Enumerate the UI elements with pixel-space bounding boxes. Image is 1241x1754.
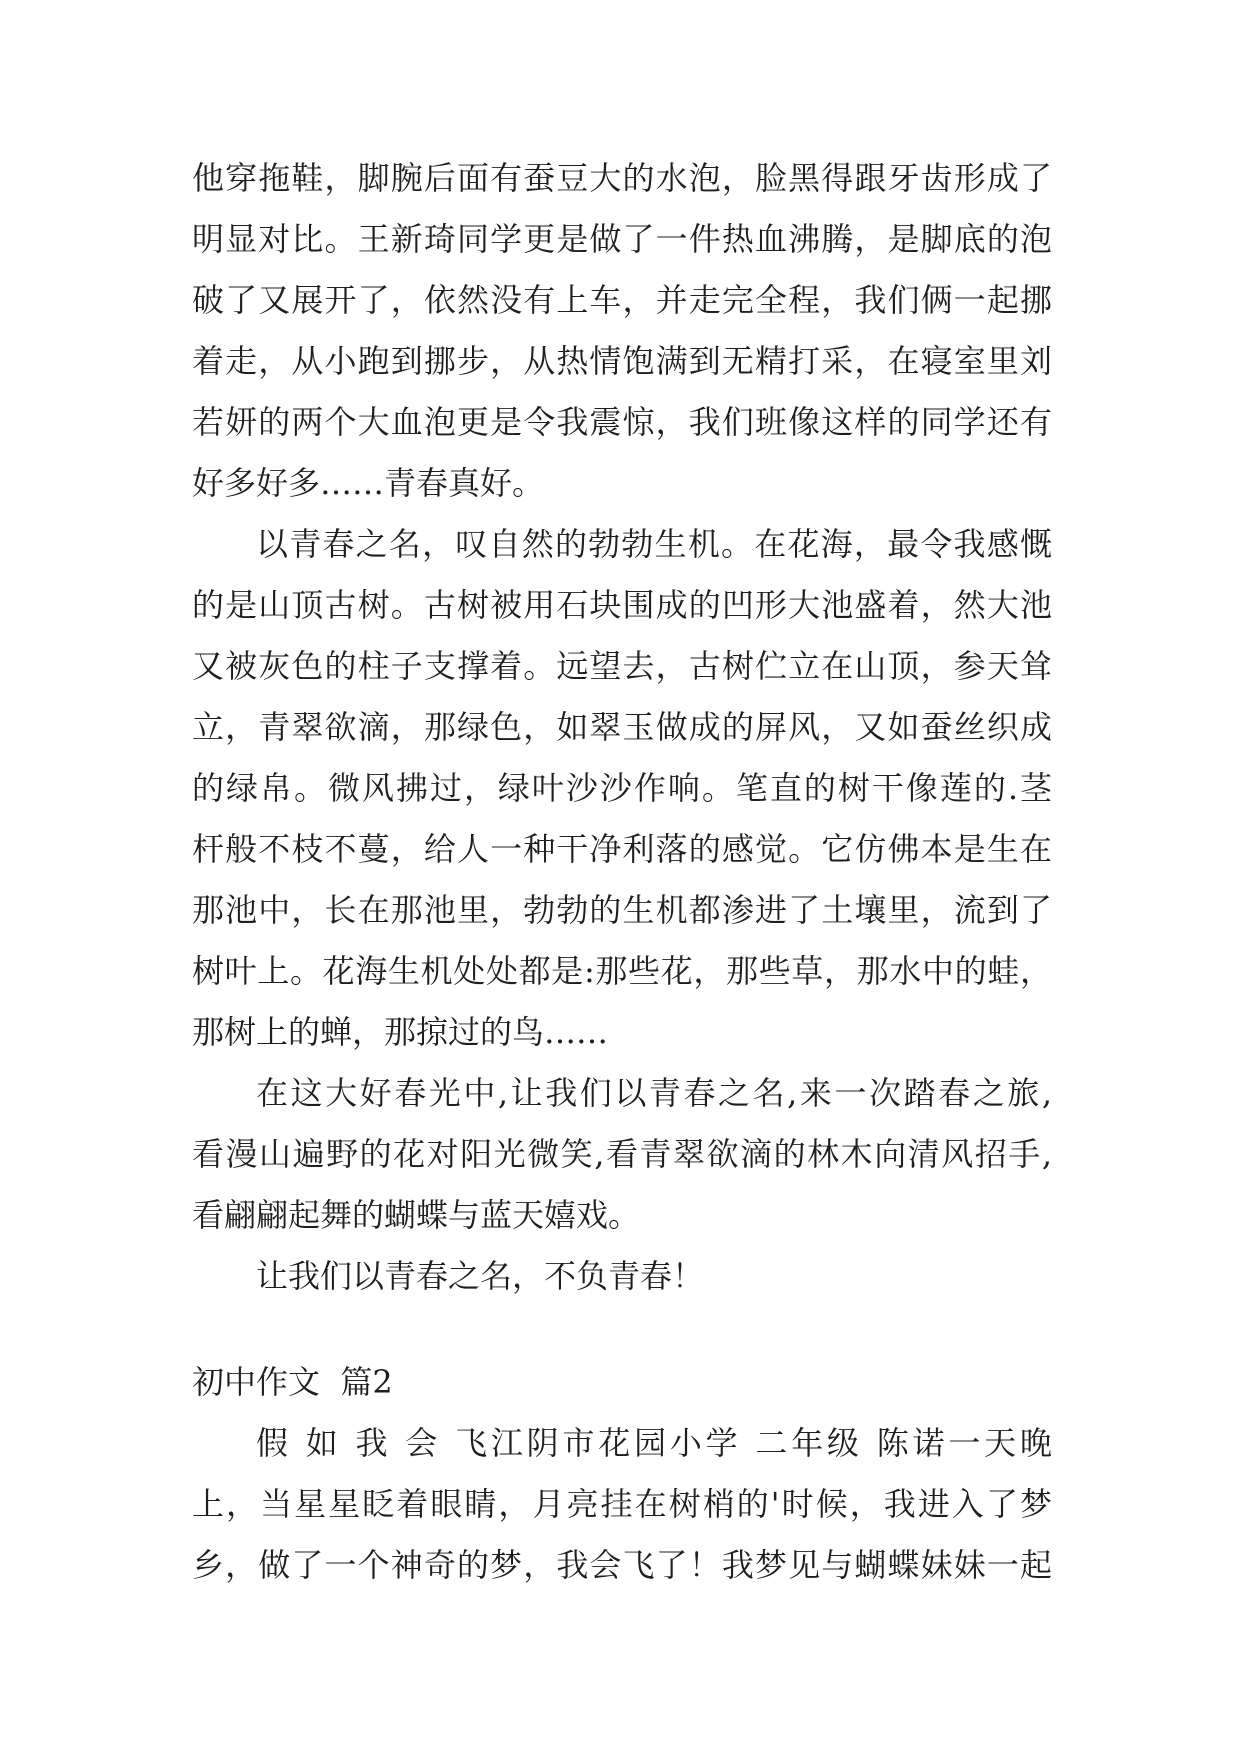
paragraph-2-line-4: 立，青翠欲滴，那绿色，如翠玉做成的屏风，又如蚕丝织成	[192, 708, 1052, 746]
paragraph-1-line-2: 明显对比。王新琦同学更是做了一件热血沸腾，是脚底的泡	[192, 220, 1052, 258]
paragraph-1-line-4: 着走，从小跑到挪步，从热情饱满到无精打采，在寝室里刘	[192, 342, 1052, 380]
paragraph-2-line-2: 的是山顶古树。古树被用石块围成的凹形大池盛着，然大池	[192, 586, 1052, 624]
paragraph-3-line-1: 在这大好春光中,让我们以青春之名,来一次踏春之旅,	[256, 1074, 1052, 1112]
paragraph-5-line-3: 乡，做了一个神奇的梦，我会飞了！我梦见与蝴蝶妹妹一起	[192, 1546, 1052, 1584]
paragraph-2-line-7: 那池中，长在那池里，勃勃的生机都渗进了土壤里，流到了	[192, 891, 1052, 929]
paragraph-5-line-2: 上，当星星眨着眼睛，月亮挂在树梢的'时候，我进入了梦	[192, 1485, 1052, 1523]
paragraph-1-line-5: 若妍的两个大血泡更是令我震惊，我们班像这样的同学还有	[192, 403, 1052, 441]
paragraph-3-line-3: 看翩翩起舞的蝴蝶与蓝天嬉戏。	[192, 1196, 641, 1234]
paragraph-3-line-2: 看漫山遍野的花对阳光微笑,看青翠欲滴的林木向清风招手,	[192, 1135, 1052, 1173]
paragraph-2-line-6: 杆般不枝不蔓，给人一种干净利落的感觉。它仿佛本是生在	[192, 830, 1052, 868]
paragraph-4-line-1: 让我们以青春之名，不负青春！	[256, 1257, 705, 1295]
paragraph-2-line-8: 树叶上。花海生机处处都是:那些花，那些草，那水中的蛙，	[192, 952, 1052, 990]
paragraph-2-line-1: 以青春之名，叹自然的勃勃生机。在花海，最令我感慨	[256, 525, 1052, 563]
paragraph-2-line-3: 又被灰色的柱子支撑着。远望去，古树伫立在山顶，参天耸	[192, 647, 1052, 685]
paragraph-5-line-1: 假 如 我 会 飞江阴市花园小学 二年级 陈诺一天晚	[256, 1424, 1052, 1462]
paragraph-2-line-5: 的绿帛。微风拂过，绿叶沙沙作响。笔直的树干像莲的.茎	[192, 769, 1052, 807]
paragraph-1-line-1: 他穿拖鞋，脚腕后面有蚕豆大的水泡，脸黑得跟牙齿形成了	[192, 159, 1052, 197]
paragraph-1-line-3: 破了又展开了，依然没有上车，并走完全程，我们俩一起挪	[192, 281, 1052, 319]
section-heading: 初中作文 篇2	[192, 1363, 393, 1401]
paragraph-2-line-9: 那树上的蝉，那掠过的鸟……	[192, 1013, 609, 1051]
paragraph-1-line-6: 好多好多……青春真好。	[192, 464, 545, 502]
